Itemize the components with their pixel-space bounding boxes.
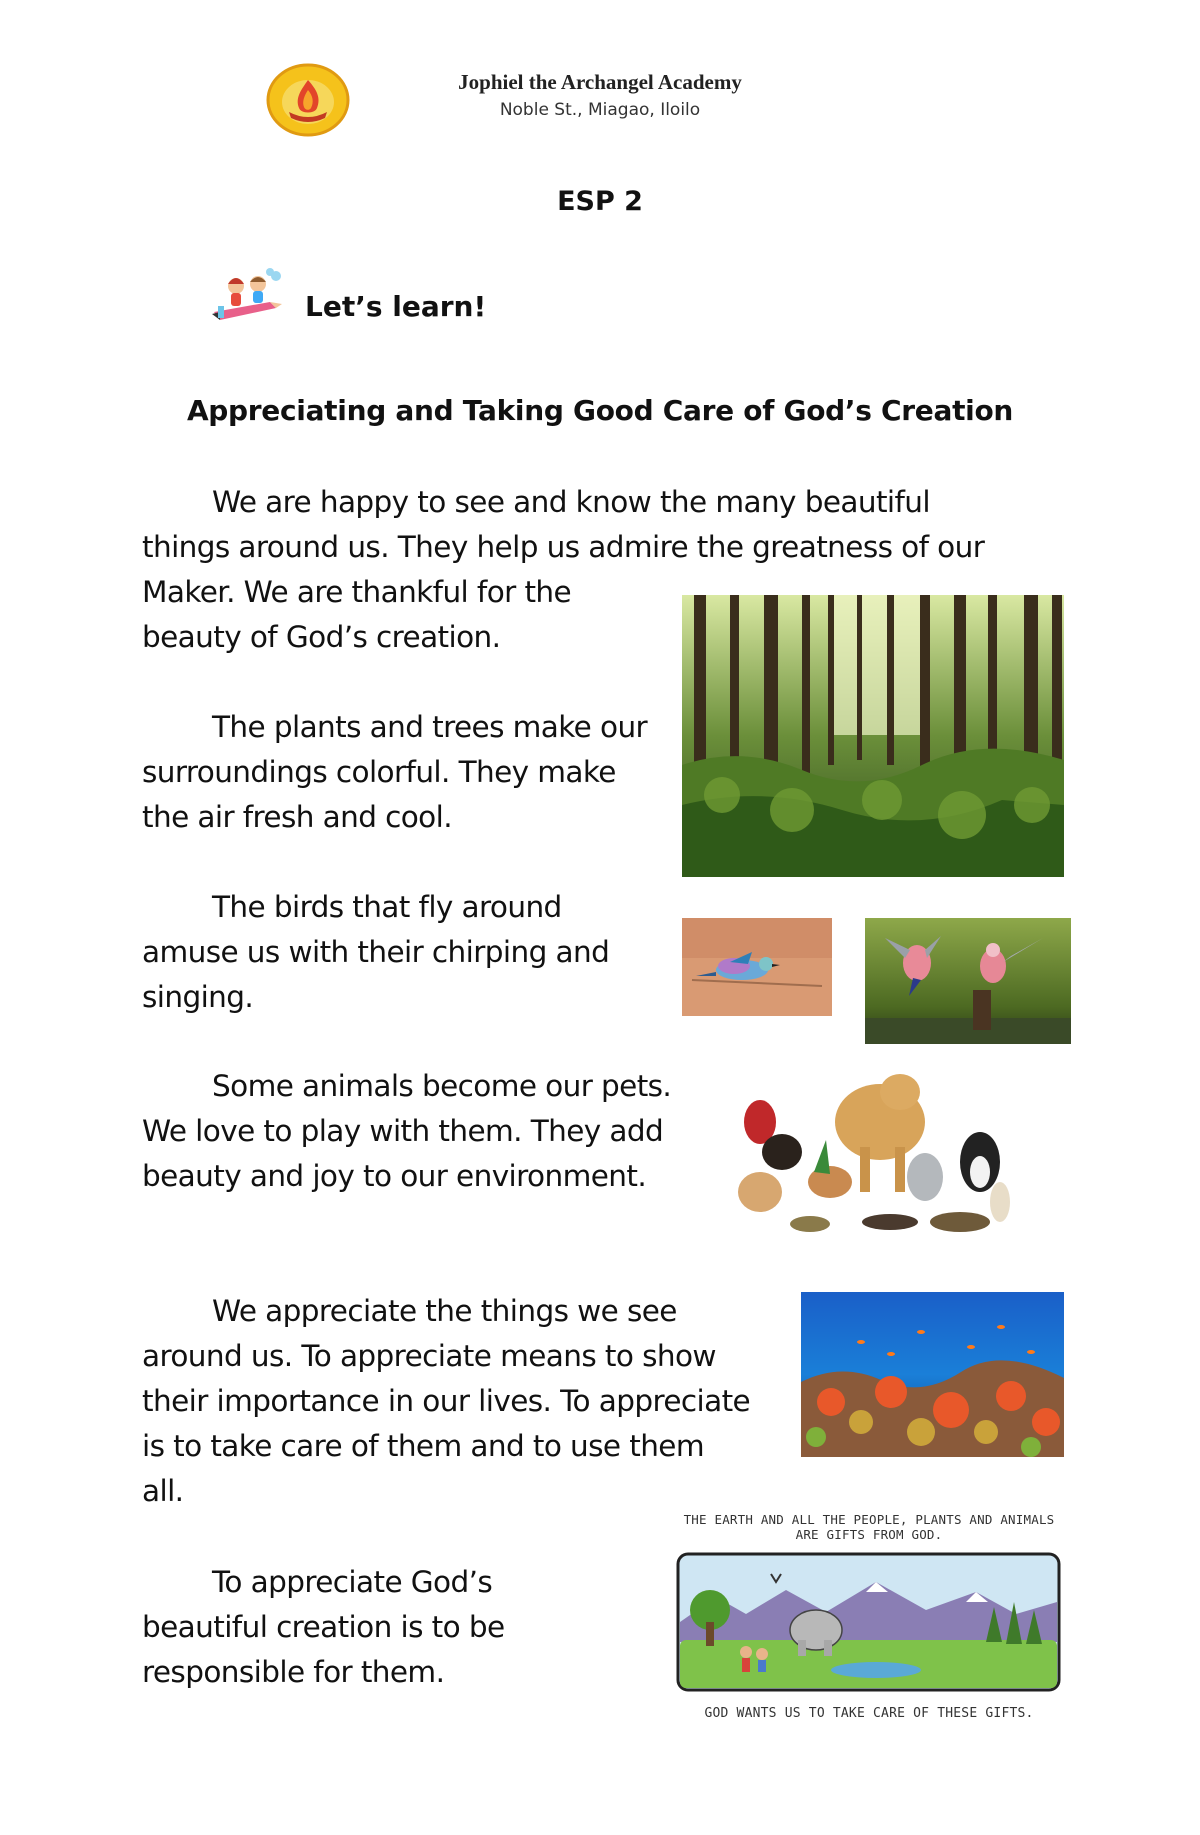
- paragraph-line: around us. To appreciate means to show: [142, 1339, 716, 1373]
- paragraph-line: Some animals become our pets.: [212, 1069, 672, 1103]
- paragraph-line: things around us. They help us admire the greatness of our: [142, 530, 985, 564]
- cartoon-caption-top: [676, 1512, 1062, 1542]
- paragraph-responsible: [142, 1560, 505, 1695]
- kids-on-pencil-icon: [210, 266, 285, 326]
- paragraph-line: The plants and trees make our: [212, 710, 648, 744]
- galah-birds-photo: [865, 918, 1071, 1044]
- caption-line: THE EARTH AND ALL THE PEOPLE, PLANTS AND ANIMALS: [683, 1512, 1055, 1527]
- paragraph-line: is to take care of them and to use them: [142, 1429, 704, 1463]
- paragraph-appreciate: [142, 1289, 750, 1514]
- paragraph-line: beauty and joy to our environment.: [142, 1159, 647, 1193]
- paragraph-line: beauty of God’s creation.: [142, 620, 501, 654]
- paragraph-line: beautiful creation is to be: [142, 1610, 505, 1644]
- paragraph-line: Maker. We are thankful for the: [142, 575, 572, 609]
- paragraph-line: amuse us with their chirping and: [142, 935, 610, 969]
- paragraph-line: We are happy to see and know the many beautiful: [212, 485, 930, 519]
- lets-learn-label: Let’s learn!: [305, 290, 487, 323]
- paragraph-line: singing.: [142, 980, 254, 1014]
- pets-group-photo: [730, 1062, 1020, 1240]
- cartoon-caption-bottom: GOD WANTS US TO TAKE CARE OF THESE GIFTS.: [704, 1706, 1034, 1721]
- paragraph-line: all.: [142, 1474, 184, 1508]
- roller-bird-photo: [682, 918, 832, 1016]
- paragraph-birds: [142, 885, 609, 1020]
- forest-photo: [682, 595, 1064, 877]
- paragraph-line: The birds that fly around: [212, 890, 562, 924]
- paragraph-pets: [142, 1064, 671, 1199]
- paragraph-line: We appreciate the things we see: [212, 1294, 677, 1328]
- paragraph-line: responsible for them.: [142, 1655, 445, 1689]
- school-name: Jophiel the Archangel Academy: [458, 70, 742, 94]
- paragraph-line: To appreciate God’s: [212, 1565, 493, 1599]
- caption-line: ARE GIFTS FROM GOD.: [795, 1527, 943, 1542]
- paragraph-line: the air fresh and cool.: [142, 800, 452, 834]
- school-address: Noble St., Miagao, Iloilo: [499, 100, 701, 120]
- paragraph-line: their importance in our lives. To appreciate: [142, 1384, 751, 1418]
- paragraph-line: We love to play with them. They add: [142, 1114, 664, 1148]
- paragraph-plants: [142, 705, 647, 840]
- lesson-title: Appreciating and Taking Good Care of God’s Creation: [186, 394, 1014, 427]
- coral-reef-photo: [801, 1292, 1064, 1457]
- paragraph-line: surroundings colorful. They make: [142, 755, 616, 789]
- subject-heading: ESP 2: [557, 186, 643, 217]
- earth-gifts-cartoon: [676, 1552, 1061, 1692]
